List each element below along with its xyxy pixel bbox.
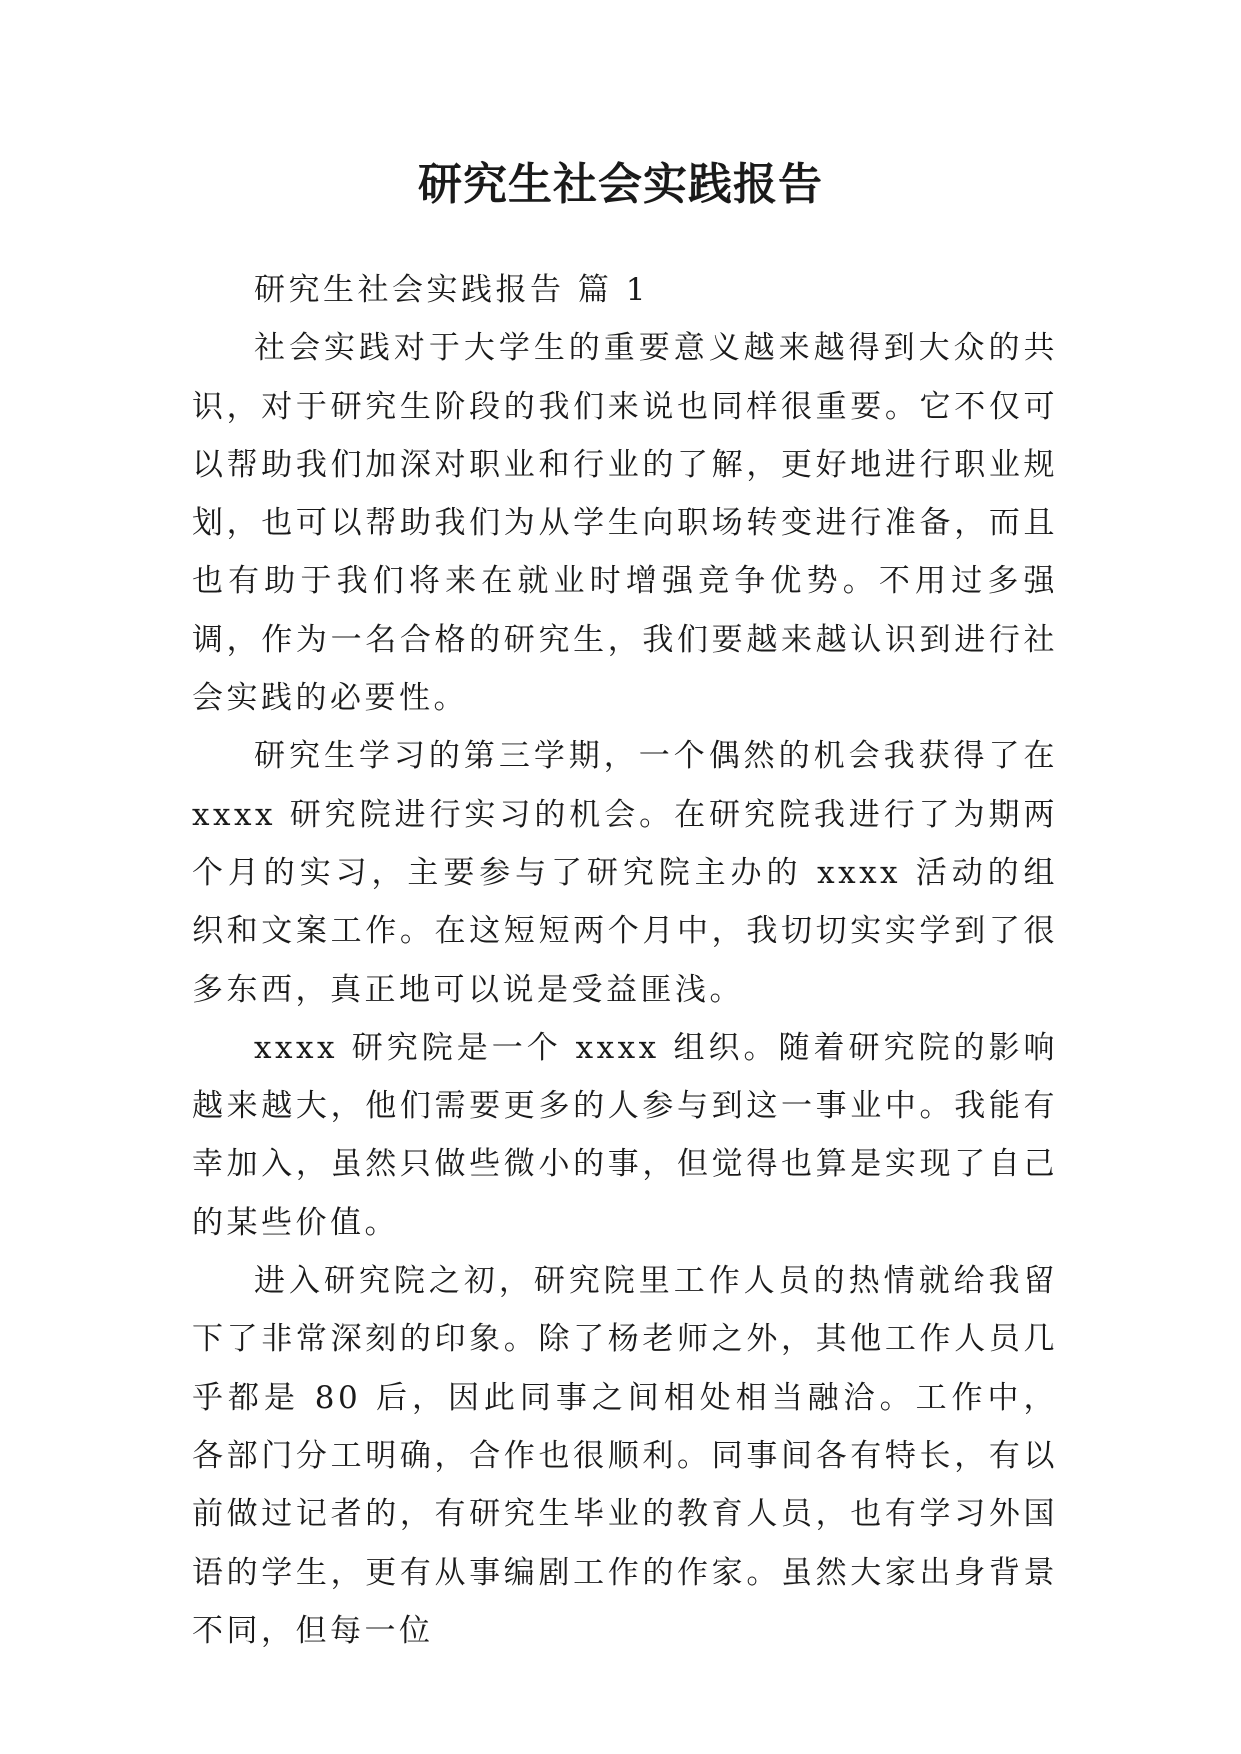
paragraph-1: 社会实践对于大学生的重要意义越来越得到大众的共识，对于研究生阶段的我们来说也同样很重要。它不仅可以帮助我们加深对职业和行业的了解，更好地进行职业规划，也可以帮助我们为从学生向职场转变进行准备，而且也有助于我们将来在就业时增强竞争优势。不用过多强调，作为一名合格的研究生，我们要越来越认识到进行社会实践的必要性。 [192, 330, 1058, 717]
document-body [192, 261, 1058, 1660]
paragraph-2: 研究生学习的第三学期，一个偶然的机会我获得了在 xxxx 研究院进行实习的机会。在研究院我进行了为期两个月的实习，主要参与了研究院主办的 xxxx 活动的组织和文案工作。在这短短两个月中，我切切实实学到了很多东西，真正地可以说是受益匪浅。 [192, 738, 1058, 1008]
section-heading: 研究生社会实践报告 篇 1 [254, 272, 649, 308]
document-title: 研究生社会实践报告 [418, 159, 823, 210]
paragraph-4: 进入研究院之初，研究院里工作人员的热情就给我留下了非常深刻的印象。除了杨老师之外，其他工作人员几乎都是 80 后，因此同事之间相处相当融洽。工作中，各部门分工明确，合作也很顺利。同事间各有特长，有以前做过记者的，有研究生毕业的教育人员，也有学习外国语的学生，更有从事编剧工作的作家。虽然大家出身背景不同，但每一位 [192, 1263, 1058, 1649]
paragraph-3: xxxx 研究院是一个 xxxx 组织。随着研究院的影响越来越大，他们需要更多的人参与到这一事业中。我能有幸加入，虽然只做些微小的事，但觉得也算是实现了自己的某些价值。 [192, 1029, 1058, 1241]
